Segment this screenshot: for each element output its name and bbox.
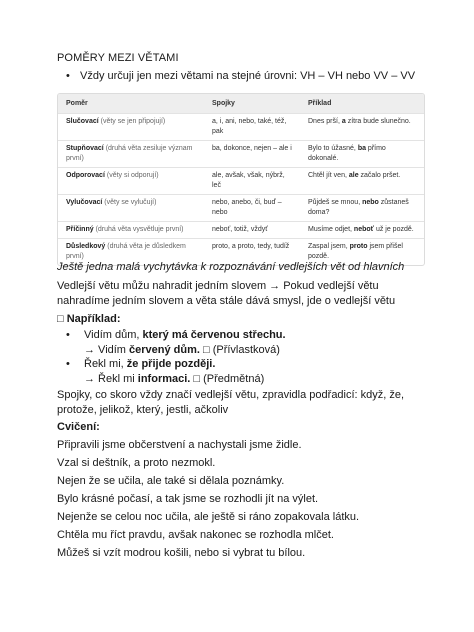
conjunctions-cell: proto, a proto, tedy, tudíž [204,239,300,266]
example-arrow-text: → Vidím [84,344,130,356]
example-cell [300,222,424,239]
intro-bullet [66,70,415,82]
rule-line-2: nahradíme jedním slovem a věta stále dává smysl, jde o vedlejší větu [57,295,396,307]
table-row [58,114,424,141]
example-type: □ (Přívlastková) [199,344,280,356]
conjunctions-cell: ale, avšak, však, nýbrž, leč [204,168,300,195]
table-header-spojky: Spojky [204,94,300,114]
spojky-line-2: protože, jelikož, který, jestli, ačkoliv [57,404,229,416]
example-replacement: informaci. [137,373,191,385]
relation-name: Slučovací [66,118,99,125]
example-pre: Chtěl jít ven, [308,172,349,179]
relation-desc: (druhá věta zesiluje význam první) [66,145,193,162]
example-text: Řekl mi, [84,358,127,370]
table-row [58,168,424,195]
example-post: zítra bude slunečno. [345,118,411,125]
table-row [58,195,424,222]
table-header-priklad: Příklad [300,94,424,114]
example-kw: neboť [353,226,374,233]
example-item-2 [66,357,264,387]
example-cell [300,114,424,141]
relation-name: Vylučovací [66,199,103,206]
example-kw: ale [348,172,359,179]
example-post: začalo pršet. [358,172,401,179]
example-replacement: červený dům. [129,344,200,356]
example-pre: Půjdeš se mnou, [308,199,363,206]
relation-desc: (druhá věta vysvětluje první) [95,226,184,233]
example-clause: který má červenou střechu. [142,329,286,341]
example-post: zůstaneš doma? [308,199,409,216]
conjunctions-cell: ba, dokonce, nejen – ale i [204,141,300,168]
table-row [58,222,424,239]
example-cell [300,195,424,222]
example-cell [300,168,424,195]
example-heading: □ Například: [57,313,121,325]
example-kw: nebo [362,199,379,206]
intro-bullet-text: Vždy určuji jen mezi větami na stejné úrovni: VH – VH nebo VV – VV [80,70,416,82]
exercise-7: Můžeš si vzít modrou košili, nebo si vybrat tu bílou. [57,547,306,559]
page-title: POMĚRY MEZI VĚTAMI [57,52,179,64]
relation-desc: (věty se jen připojují) [100,118,166,125]
relation-desc: (druhá věta je důsledkem první) [66,243,186,260]
example-kw: ba [357,145,366,152]
relation-cell [58,222,204,239]
exercise-1: Připravili jsme občerstvení a nachystali jsme židle. [57,439,302,451]
relation-name: Stupňovací [66,145,104,152]
exercise-heading: Cvičení: [57,421,100,433]
example-text: Vidím dům, [84,329,143,341]
exercise-3: Nejen že se učila, ale také si dělala poznámky. [57,475,285,487]
spojky-line-1: Spojky, co skoro vždy značí vedlejší větu, zpravidla podřadicí: když, že, [57,389,405,401]
example-type: □ (Předmětná) [190,373,265,385]
example-post: už je pozdě. [374,226,414,233]
relation-desc: (věty se vylučují) [104,199,157,206]
relations-table [57,93,425,266]
conjunctions-cell: nebo, anebo, či, buď – nebo [204,195,300,222]
relation-name: Důsledkový [66,243,106,250]
tip-heading: Ještě jedna malá vychytávka k rozpoznávání vedlejších vět od hlavních [57,261,405,273]
conjunctions-cell: neboť, totiž, vždyť [204,222,300,239]
bullet-dot: • [66,329,70,341]
example-post: přímo dokonalé. [308,145,386,162]
exercise-5: Nejenže se celou noc učila, ale ještě si ráno zopakovala látku. [57,511,360,523]
relation-cell [58,168,204,195]
table-header-pomer: Poměr [58,94,204,114]
relation-cell [58,195,204,222]
example-kw: proto [349,243,368,250]
example-item-1 [66,328,286,358]
example-post: jsem přišel pozdě. [308,243,403,260]
example-pre: Zaspal jsem, [308,243,350,250]
relation-cell [58,141,204,168]
bullet-dot: • [66,70,70,82]
relation-name: Odporovací [66,172,105,179]
rule-line-1: Vedlejší větu můžu nahradit jedním slovem → Pokud vedlejší větu [57,280,379,292]
relation-cell [58,114,204,141]
example-arrow-text: → Řekl mi [84,373,138,385]
exercise-2: Vzal si deštník, a proto nezmokl. [57,457,216,469]
table-row [58,141,424,168]
example-pre: Dnes prší, [308,118,342,125]
relation-desc: (věty si odporují) [106,172,159,179]
exercise-6: Chtěla mu říct pravdu, avšak nakonec se rozhodla mlčet. [57,529,334,541]
example-kw: a [341,118,346,125]
example-clause: že přijde později. [126,358,216,370]
relation-name: Příčinný [66,226,94,233]
conjunctions-cell: a, i, ani, nebo, také, též, pak [204,114,300,141]
bullet-dot: • [66,358,70,370]
exercise-4: Bylo krásné počasí, a tak jsme se rozhodli jít na výlet. [57,493,319,505]
example-cell [300,141,424,168]
example-pre: Bylo to úžasné, [308,145,358,152]
example-pre: Musíme odjet, [308,226,354,233]
